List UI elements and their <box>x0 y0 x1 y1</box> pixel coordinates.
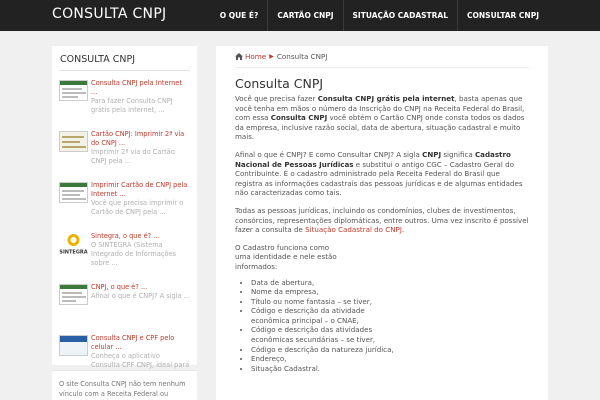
top-navbar <box>0 0 600 31</box>
post-title-link[interactable]: Imprimir Cartão de CNPJ pela Internet ... <box>91 181 188 198</box>
list-item: • Código e descrição da atividade econômica principal – o CNAE, <box>251 306 401 325</box>
situacao-cadastral-link[interactable]: Situação Cadastral do CNPJ <box>305 225 402 235</box>
list-item: • Código e descrição da natureza jurídica, <box>251 345 529 355</box>
list-item: • Título ou nome fantasia – se tiver, <box>251 297 529 307</box>
list-item: • Endereço, <box>251 354 529 364</box>
post-title-link[interactable]: Consulta CNPJ e CPF pelo celular ... <box>91 334 175 351</box>
list-item: • Data de abertura, <box>251 278 529 288</box>
post-title-link[interactable]: Sintegra, o que é? ... <box>91 232 160 240</box>
disclaimer-widget <box>52 370 197 400</box>
cadastro-info-list <box>235 278 529 374</box>
post-excerpt: Imprimir 2ª via do Cartão CNPJ pela ... <box>91 148 175 165</box>
disclaimer-text: O site Consulta CNPJ não tem nenhum vínculo com a Receita Federal ou <box>59 380 186 398</box>
sidebar-post <box>59 181 190 225</box>
cadastro-intro: O Cadastro funciona como uma identidade e nele estão informados: <box>235 242 337 271</box>
site-logo[interactable]: CONSULTA CNPJ <box>52 6 167 22</box>
sidebar-post <box>59 130 190 174</box>
post-excerpt: O SINTEGRA (Sistema Integrado de Informações sobre ... <box>91 241 177 267</box>
sidebar-widget <box>52 46 197 369</box>
nav-cartao-cnpj[interactable]: CARTÃO CNPJ <box>267 0 342 31</box>
post-thumbnail[interactable] <box>59 182 88 203</box>
list-item: • Nome da empresa, <box>251 287 529 297</box>
nav-consultar-cnpj[interactable]: CONSULTAR CNPJ <box>457 0 548 31</box>
post-excerpt: Para fazer Consulta CNPJ grátis pela internet, ... <box>91 97 173 114</box>
post-thumbnail[interactable] <box>59 335 88 356</box>
intro-paragraph: Você que precisa fazer Consulta CNPJ grátis pela internet, basta apenas que você tenha em mãos o número da Inscrição do CNPJ na Receita Federal do Brasil, com essa Consulta CNPJ você obtém o Cartão CNPJ onde consta todos os dados da empresa, inclusive razão social, data de abertura, situação cadastral e muito mais. <box>235 94 525 142</box>
sintegra-logo-thumbnail[interactable] <box>59 233 88 254</box>
post-excerpt: Conheça o aplicativo Consulta CPF CNPJ, ideal para <box>91 352 190 369</box>
post-thumbnail[interactable] <box>59 284 88 305</box>
sidebar-post <box>59 283 190 327</box>
list-item: • Código e descrição das atividades econômicas secundárias – se tiver, <box>251 325 401 344</box>
nav-situacao-cadastral[interactable]: SITUAÇÃO CADASTRAL <box>343 0 457 31</box>
page-title: Consulta CNPJ <box>235 76 324 91</box>
entities-paragraph: Todas as pessoas jurídicas, incluindo os condomínios, clubes de investimentos, consórcios, representações diplomáticas, entre outros. Uma vez inscrito é possível fazer a consulta de Situação Cadastral do CNPJ. <box>235 205 529 235</box>
breadcrumb-home-link[interactable]: Home <box>245 52 267 61</box>
cnpj-definition-paragraph: Afinal o que é CNPJ? E como Consultar CNPJ? A sigla CNPJ significa Cadastro Nacional de Pessoas Jurídicas e substitui o antigo CGC – Cadastro Geral do Contribuinte. É o cadastro administrado pela Receita Federal do Brasil que registra as informações cadastrais das pessoas jurídicas e de algumas entidades não caracterizadas como tais. <box>235 149 523 198</box>
breadcrumb-arrow-icon: ▶ <box>269 53 274 60</box>
post-title-link[interactable]: Consulta CNPJ pela Internet ... <box>91 79 182 96</box>
main-nav <box>211 0 548 31</box>
post-title-link[interactable]: Cartão CNPJ: Imprimir 2ª via do CNPJ ... <box>91 130 185 147</box>
sintegra-logo-text: SINTEGRA <box>59 249 88 254</box>
sidebar-divider <box>59 70 190 71</box>
sidebar-title: CONSULTA CNPJ <box>60 54 136 65</box>
list-item: • Situação Cadastral. <box>251 364 529 374</box>
breadcrumb-current: Consulta CNPJ <box>276 52 328 61</box>
main-content <box>216 46 548 400</box>
post-thumbnail[interactable] <box>59 131 88 152</box>
sidebar-post <box>59 232 190 276</box>
home-icon <box>235 53 243 60</box>
post-title-link[interactable]: CNPJ, o que é? ... <box>91 283 148 291</box>
nav-o-que-e[interactable]: O QUE É? <box>219 11 259 20</box>
breadcrumb <box>235 52 529 68</box>
post-thumbnail[interactable] <box>59 80 88 101</box>
sidebar-post <box>59 79 190 123</box>
post-excerpt: Você que precisa imprimir o Cartão de CNPJ pela ... <box>91 199 184 216</box>
post-excerpt: Afinal o que é CNPJ? A sigla ... <box>91 292 190 300</box>
